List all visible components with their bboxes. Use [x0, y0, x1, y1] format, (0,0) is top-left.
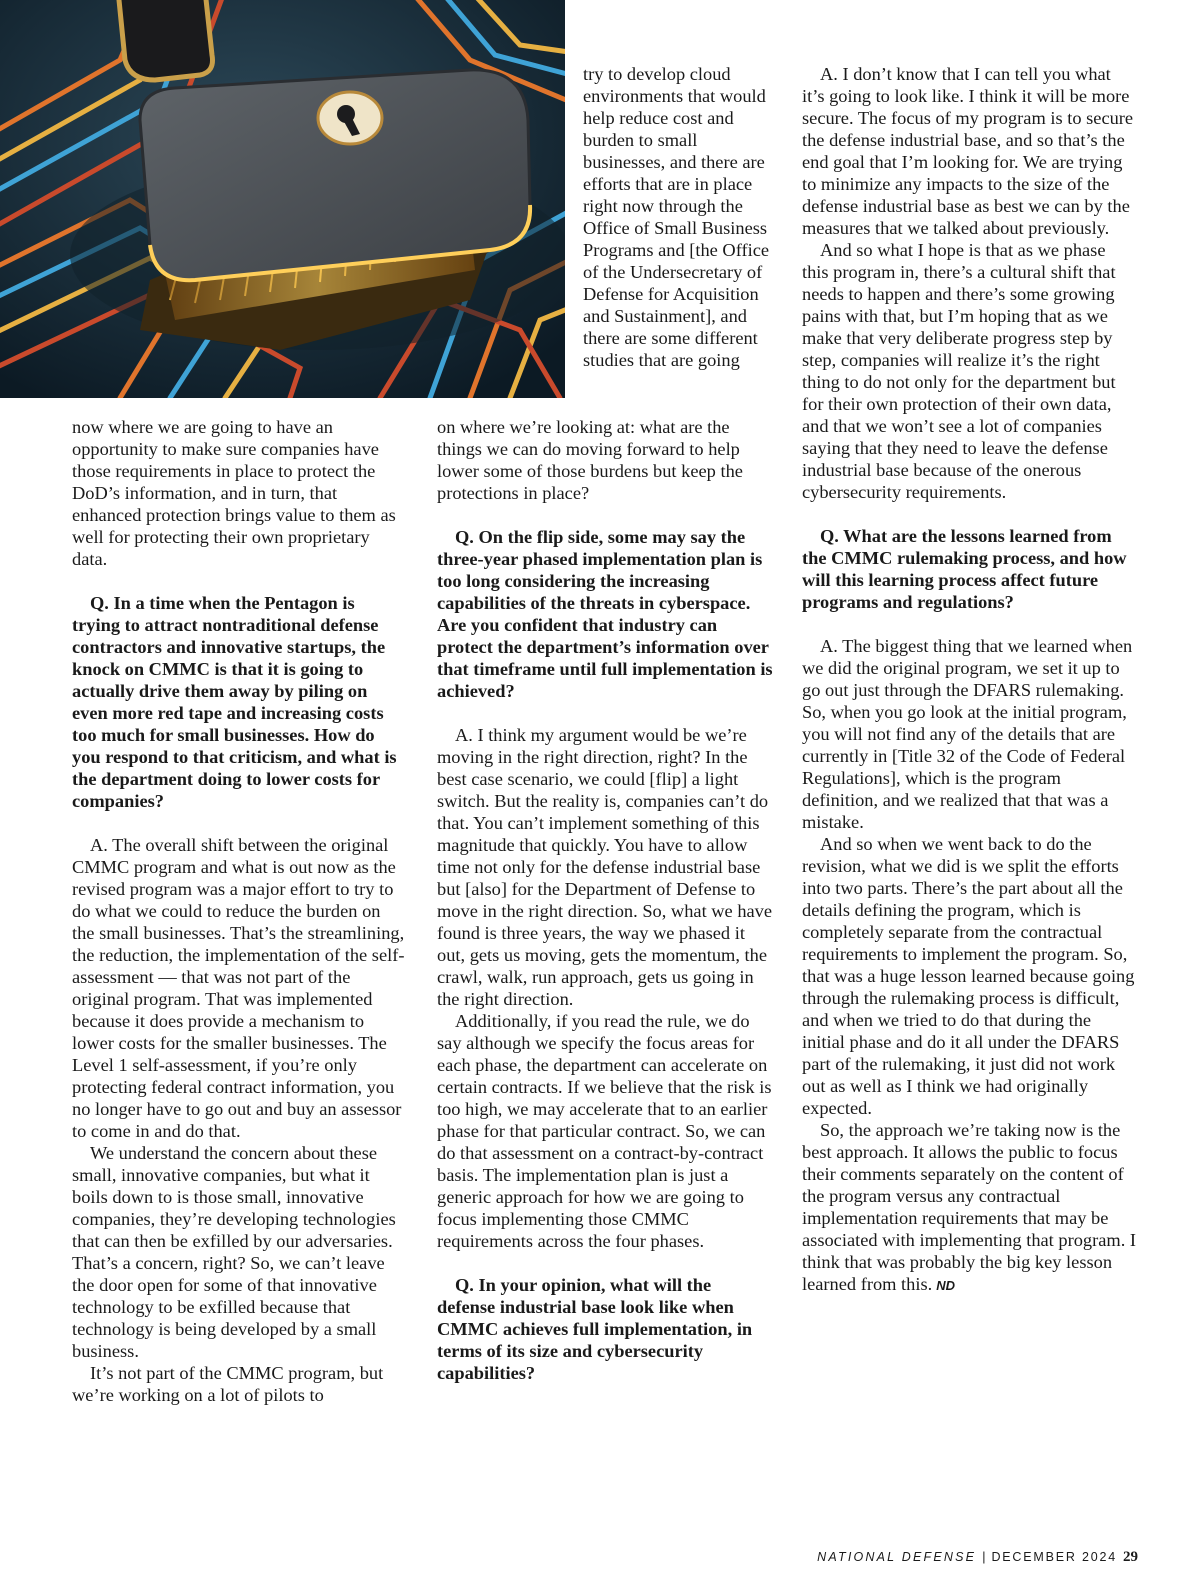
question-heading: Q. In a time when the Pentagon is trying to attract nontraditional defense contractors and innovative startups, the knock on CMMC is that it is going to actually drive them away by piling on even more red tape and increasing costs too much for small businesses. How do you respond to that criticism, and what is the department doing to lower costs for companies? [72, 593, 397, 811]
column-3 [802, 63, 1136, 1297]
column-1 [72, 416, 406, 1406]
paragraph: We understand the concern about these small, innovative companies, but what it boils down to is those small, innovative companies, they’re developing technologies that can then be exfilled by our adversaries. That’s a concern, right? So, we can’t leave the door open for some of that innovative technology to be exfilled because that technology is being developed by a small business. [72, 1143, 396, 1361]
end-mark: ND [936, 1278, 956, 1293]
answer-paragraph: A. I think my argument would be we’re moving in the right direction, right? In the best case scenario, we could [flip] a light switch. But the reality is, companies can’t do that. You can’t implement something of this magnitude that quickly. You have to allow time not only for the defense industrial base but [also] for the Department of Defense to move in the right direction. So, what we have found is three years, the way we phased it out, gets us moving, gets the momentum, the crawl, walk, run approach, gets us going in the right direction. [437, 725, 773, 1009]
issue-date: DECEMBER 2024 [991, 1550, 1117, 1564]
paragraph: It’s not part of the CMMC program, but we’re working on a lot of pilots to [72, 1363, 384, 1405]
paragraph: try to develop cloud environments that would help reduce cost and burden to small businesses, and there are efforts that are in place right now through the Office of Small Business Programs and [the Office of the Undersecretary of Defense for Acquisition and Sustainment], and there are some different studies that are going [583, 64, 770, 370]
paragraph-text: So, the approach we’re taking now is the best approach. It allows the public to focus their comments separately on the content of the program versus any contractual implementation requirements that may be associated with implementing that program. I think that was probably the big key lesson learned from this. [802, 1120, 1137, 1294]
paragraph: now where we are going to have an opportunity to make sure companies have those requirements in place to protect the DoD’s information, and in turn, that enhanced protection brings value to them as well for protecting their own proprietary data. [72, 417, 396, 569]
paragraph: And so what I hope is that as we phase this program in, there’s a cultural shift that needs to happen and there’s some growing pains with that, but I’m hoping that as we make that very deliberate progress step by step, companies will realize it’s the right thing to do not only for the department but for their own protection of their own data, and that we won’t see a lot of companies saying that they need to leave the defense industrial base because of the onerous cybersecurity requirements. [802, 240, 1116, 502]
padlock-illustration [0, 0, 565, 398]
question-heading: Q. In your opinion, what will the defense industrial base look like when CMMC achieves full implementation, in terms of its size and cybersecurity capabilities? [437, 1275, 753, 1383]
answer-paragraph: A. The biggest thing that we learned when we did the original program, we set it up to go out just through the DFARS rulemaking. So, when you go look at the initial program, you will not find any of the details that are currently in [Title 32 of the Code of Federal Regulations], which is the program definition, and we realized that that was a mistake. [802, 636, 1133, 832]
page-number: 29 [1123, 1549, 1138, 1565]
publication-name: NATIONAL DEFENSE [817, 1550, 977, 1564]
question-heading: Q. On the flip side, some may say the three-year phased implementation plan is too long considering the increasing capabilities of the threats in cyberspace. Are you confident that industry can protect the department’s information over that timeframe until full implementation is achieved? [437, 527, 773, 701]
paragraph: on where we’re looking at: what are the things we can do moving forward to help lower some of those burdens but keep the protections in place? [437, 417, 743, 503]
paragraph: Additionally, if you read the rule, we do say although we specify the focus areas for each phase, the department can accelerate on certain contracts. If we believe that the risk is too high, we may accelerate that to an earlier phase for that particular contract. So, we can do that assessment on a contract-by-contract basis. The implementation plan is just a generic approach for how we are going to focus implementing those CMMC requirements across the four phases. [437, 1011, 772, 1251]
question-heading: Q. What are the lessons learned from the CMMC rulemaking process, and how will this learning process affect future programs and regulations? [802, 526, 1127, 612]
page-footer [817, 1549, 1138, 1566]
hero-image [0, 0, 565, 398]
answer-paragraph: A. I don’t know that I can tell you what it’s going to look like. I think it will be more secure. The focus of my program is to secure the defense industrial base, and so that’s the end goal that I’m looking for. We are trying to minimize any impacts to the size of the defense industrial base as best we can by the measures that we talked about previously. [802, 64, 1134, 238]
column-2 [437, 416, 773, 1406]
paragraph [802, 1119, 1136, 1297]
answer-paragraph: A. The overall shift between the original CMMC program and what is out now as the revised program was a major effort to try to do what we could to reduce the burden on the small businesses. That’s the streamlining, the reduction, the implementation of the self-assessment — that was not part of the original program. That was implemented because it does provide a mechanism to lower costs for the smaller businesses. The Level 1 self-assessment, if you’re only protecting federal contract information, you no longer have to go out and buy an assessor to come in and do that. [72, 835, 405, 1141]
paragraph: And so when we went back to do the revision, what we did is we split the efforts into two parts. There’s the part about all the details defining the program, which is completely separate from the contractual requirements to implement the program. So, that was a huge lesson learned because going through the rulemaking process is difficult, and when we tried to do that during the initial phase and do it all under the DFARS part of the rulemaking, it just did not work out as well as I think we had originally expected. [802, 834, 1135, 1118]
column-2-top [583, 63, 773, 371]
footer-separator: | [982, 1550, 986, 1564]
